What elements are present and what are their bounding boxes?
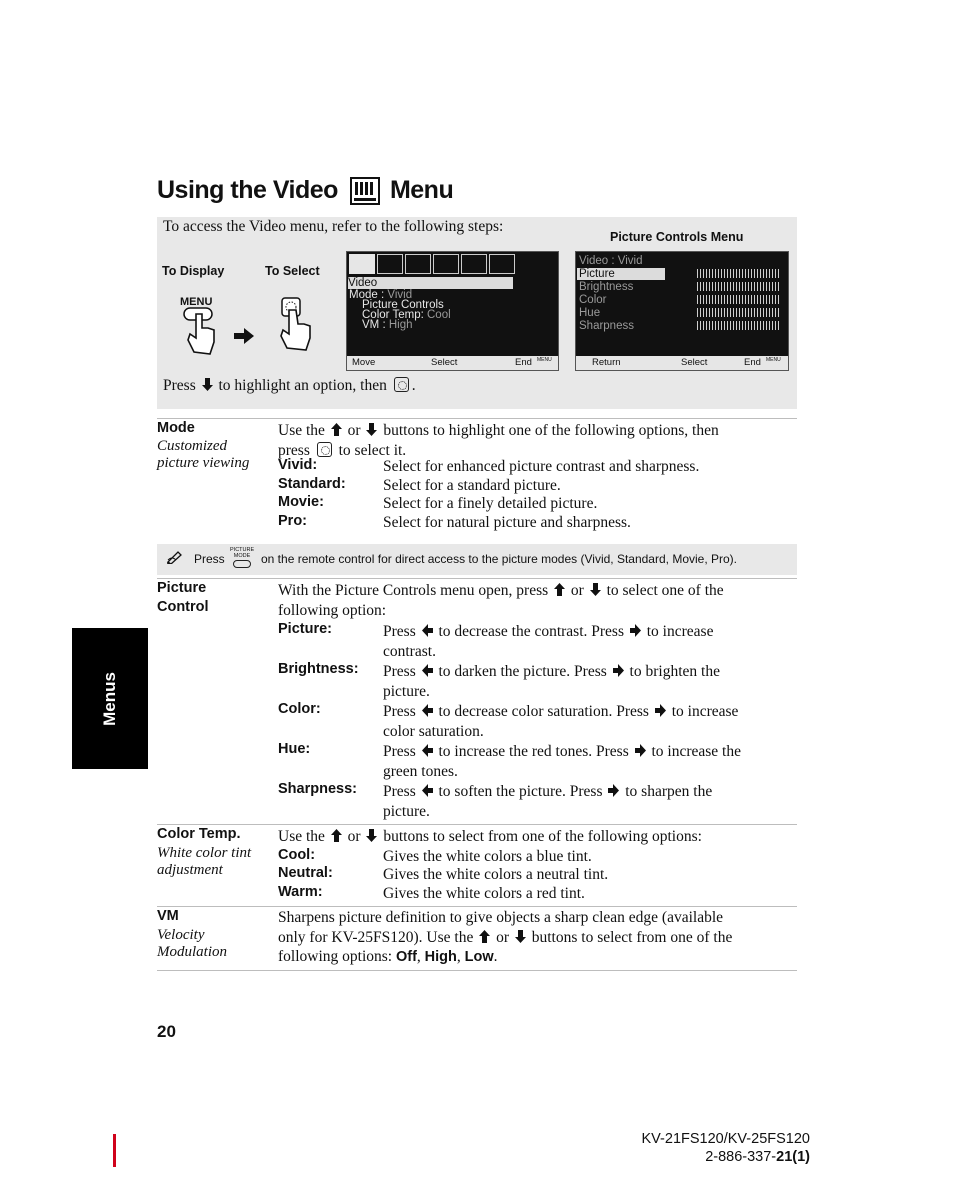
- divider: [157, 824, 797, 825]
- mode-desc-movie: Select for a finely detailed picture.: [383, 495, 598, 512]
- arrow-right-icon: [630, 624, 641, 637]
- vm-subtitle: Velocity Modulation: [157, 927, 227, 960]
- pencil-note-icon: [167, 550, 185, 564]
- color-temp-intro: Use the or buttons to select from one of the following options:: [278, 828, 702, 845]
- picture-control-intro-2: following option:: [278, 602, 387, 619]
- page-number: 20: [157, 1022, 176, 1041]
- arrow-down-icon: [366, 423, 377, 436]
- footer-model: KV-21FS120/KV-25FS120 2-886-337-21(1): [641, 1131, 810, 1165]
- arrow-left-icon: [422, 624, 433, 637]
- pc-item-picture: Picture: [577, 268, 665, 280]
- title-text-before: Using the Video: [157, 176, 338, 204]
- accent-bar: [113, 1134, 116, 1167]
- picture-control-term: Brightness:: [278, 661, 359, 677]
- select-button-icon: [317, 442, 332, 457]
- vm-line-2: only for KV-25FS120). Use the or buttons to select from one of the: [278, 929, 733, 946]
- arrow-down-icon: [366, 829, 377, 842]
- title-text-after: Menu: [389, 176, 454, 204]
- picture-control-term: Hue:: [278, 741, 311, 757]
- arrow-down-icon: [202, 378, 213, 391]
- picture-control-term: Color:: [278, 701, 321, 717]
- pc-header: Video : Vivid: [579, 255, 643, 267]
- channel-tab-icon: [405, 254, 431, 274]
- picture-level-bar: [697, 269, 780, 278]
- divider: [157, 418, 797, 419]
- divider: [157, 906, 797, 907]
- picture-control-title-2: Control: [157, 599, 209, 615]
- mode-desc-vivid: Select for enhanced picture contrast and sharpness.: [383, 458, 700, 475]
- menu-icon-strip: [349, 254, 515, 274]
- mode-term-vivid: Vivid:: [278, 457, 318, 473]
- vm-line-3: following options: Off, High, Low.: [278, 948, 498, 965]
- picture-controls-heading: Picture Controls Menu: [610, 230, 744, 244]
- to-select-label: To Select: [265, 264, 320, 278]
- hue-level-bar: [697, 308, 780, 317]
- divider: [157, 970, 797, 971]
- select-button-icon: [394, 377, 409, 392]
- color-temp-subtitle: White color tint adjustment: [157, 845, 252, 878]
- arrow-up-icon: [331, 423, 342, 436]
- picture-control-term: Picture:: [278, 621, 332, 637]
- hand-press-menu-icon: [180, 306, 220, 358]
- menu-button-label: MENU: [180, 296, 213, 308]
- video-row: Video: [348, 277, 513, 289]
- arrow-right-icon: [608, 784, 619, 797]
- mode-subtitle: Customized picture viewing: [157, 438, 250, 471]
- color-temp-desc-neutral: Gives the white colors a neutral tint.: [383, 866, 609, 883]
- pc-item-sharpness: Sharpness: [579, 320, 634, 332]
- arrow-left-icon: [422, 784, 433, 797]
- picture-control-desc: Press to darken the picture. Press to brighten the picture.: [383, 663, 720, 700]
- arrow-right-icon: [234, 328, 254, 344]
- pc-item-color: Color: [579, 294, 607, 306]
- vm-title: VM: [157, 908, 179, 924]
- arrow-down-icon: [590, 583, 601, 596]
- video-tv-icon: [350, 177, 380, 205]
- brightness-level-bar: [697, 282, 780, 291]
- color-temp-desc-cool: Gives the white colors a blue tint.: [383, 848, 592, 865]
- page-title: [157, 176, 453, 205]
- arrow-left-icon: [422, 744, 433, 757]
- arrow-up-icon: [331, 829, 342, 842]
- divider: [157, 578, 797, 579]
- color-temp-term-neutral: Neutral:: [278, 865, 333, 881]
- arrow-right-icon: [613, 664, 624, 677]
- color-level-bar: [697, 295, 780, 304]
- picture-controls-screen: [575, 251, 789, 371]
- picture-control-desc: Press to decrease color saturation. Press to increase color saturation.: [383, 703, 739, 740]
- picture-control-term: Sharpness:: [278, 781, 357, 797]
- note-press: Press: [194, 552, 225, 566]
- picture-control-intro-1: With the Picture Controls menu open, press or to select one of the: [278, 582, 724, 599]
- press-instruction: Press to highlight an option, then .: [163, 377, 416, 394]
- picture-control-desc: Press to decrease the contrast. Press to increase contrast.: [383, 623, 714, 660]
- mode-row: Mode : Vivid: [349, 289, 413, 301]
- picture-control-desc: Press to increase the red tones. Press to increase the green tones.: [383, 743, 741, 780]
- color-temp-desc-warm: Gives the white colors a red tint.: [383, 885, 585, 902]
- side-tab-menus: Menus: [72, 628, 148, 769]
- arrow-up-icon: [479, 930, 490, 943]
- color-temp-title: Color Temp.: [157, 826, 241, 842]
- mode-title: Mode: [157, 420, 195, 436]
- sharpness-level-bar: [697, 321, 780, 330]
- parent-tab-icon: [433, 254, 459, 274]
- pc-item-brightness: Brightness: [579, 281, 634, 293]
- vm-row: VM : High: [362, 319, 413, 331]
- color-temp-term-cool: Cool:: [278, 847, 316, 863]
- arrow-right-icon: [655, 704, 666, 717]
- arrow-right-icon: [635, 744, 646, 757]
- mode-intro-line2: press to select it.: [278, 442, 407, 459]
- arrow-left-icon: [422, 704, 433, 717]
- mode-intro-line1: Use the or buttons to highlight one of the following options, then: [278, 422, 719, 439]
- timer-tab-icon: [461, 254, 487, 274]
- mode-desc-standard: Select for a standard picture.: [383, 477, 561, 494]
- color-temp-row: Color Temp: Cool: [362, 309, 451, 321]
- pc-item-hue: Hue: [579, 307, 601, 319]
- mode-term-movie: Movie:: [278, 494, 324, 510]
- intro-text: To access the Video menu, refer to the following steps:: [163, 218, 504, 235]
- picture-mode-button-icon: PICTURE MODE: [230, 547, 254, 568]
- note-text: on the remote control for direct access to the picture modes (Vivid, Standard, Movie, Pro).: [261, 552, 737, 566]
- picture-control-title-1: Picture: [157, 580, 207, 596]
- arrow-left-icon: [422, 664, 433, 677]
- setup-tab-icon: [489, 254, 515, 274]
- mode-term-standard: Standard:: [278, 476, 346, 492]
- hand-press-select-icon: [276, 296, 320, 354]
- video-menu-screen: [346, 251, 559, 371]
- pc-footer: Return Select End MENU: [576, 356, 788, 370]
- video-menu-footer: Move Select End MENU: [347, 356, 558, 370]
- color-temp-term-warm: Warm:: [278, 884, 323, 900]
- mode-desc-pro: Select for natural picture and sharpness.: [383, 514, 631, 531]
- arrow-down-icon: [515, 930, 526, 943]
- picture-control-desc: Press to soften the picture. Press to sharpen the picture.: [383, 783, 713, 820]
- video-tab-icon: [349, 254, 375, 274]
- mode-term-pro: Pro:: [278, 513, 307, 529]
- audio-tab-icon: [377, 254, 403, 274]
- vm-line-1: Sharpens picture definition to give objects a sharp clean edge (available: [278, 909, 724, 926]
- to-display-label: To Display: [162, 264, 225, 278]
- picture-controls-row: Picture Controls: [362, 299, 444, 311]
- arrow-up-icon: [554, 583, 565, 596]
